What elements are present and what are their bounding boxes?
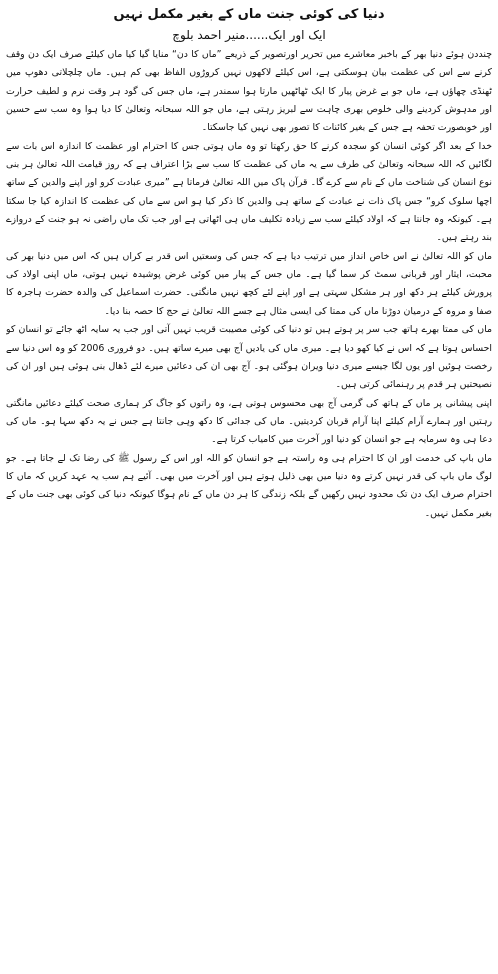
article-paragraph: چنددن ہوئے دنیا بھر کے باخبر معاشرے میں تحریر اورتصویر کے ذریعے ”ماں کا دن“ منایا گیا کیا ماں کیلئے صرف ایک دن وقف کرنے سے اس کی عظمت بیان ہوسکتی ہے، اس کیلئے لاکھوں نہیں کروڑوں الفاظ بھی کم ہیں۔ ماں چلچلاتی دھوپ میں ٹھنڈی چھاؤں ہے، ماں جو بے غرض پیار کا ایک ٹھاٹھیں مارتا ہوا سمندر ہے، ماں جس کی گود ہر وقت نرم و لطیف حرارت اور مدہوش کردینے والی خلوص بھری چاہت سے لبریز رہتی ہے، ماں جو اللہ سبحانہ وتعالیٰ کا دیا ہوا وہ سب سے حسین اور خوبصورت تحفہ ہے جس کے بغیر کائنات کا تصور بھی نہیں کیا جاسکتا۔ (6, 49, 492, 134)
article-paragraph: ماں کو اللہ تعالیٰ نے اس خاص انداز میں ترتیب دیا ہے کہ جس کی وسعتیں اس قدر بے کراں ہیں کہ اس میں دنیا بھر کی محبت، ایثار اور قربانی سمٹ کر سما گیا ہے۔ ماں جس کے پیار میں کوئی غرض پوشیدہ نہیں ہوتی، ماں اپنی اولاد کی پرورش کیلئے ہر دکھ اور ہر مشکل سہتی ہے اور اپنے لئے کچھ نہیں مانگتی۔ حضرت اسماعیل کی والدہ حضرت ہاجرہ کا صفا و مروہ کے درمیان دوڑنا ماں کی ممتا کی ایسی مثال ہے جسے اللہ تعالیٰ نے حج کا حصہ بنا دیا۔ (6, 250, 492, 317)
article-body (6, 46, 492, 972)
article-byline: ایک اور ایک......منیر احمد بلوچ (172, 28, 326, 42)
article-paragraph: ماں کی ممتا بھرے ہاتھ جب سر پر ہوتے ہیں تو دنیا کی کوئی مصیبت قریب نہیں آتی اور جب یہ سایہ اٹھ جائے تو انسان کو احساس ہوتا ہے کہ اس نے کیا کھو دیا ہے۔ میری ماں کی یادیں آج بھی میرے ساتھ ہیں۔ دو فروری 2006 کو وہ اس دنیا سے رخصت ہوئیں اور یوں لگا جیسے میری دنیا ویران ہوگئی ہو۔ آج بھی ان کی دعائیں میرے لئے ڈھال بنی ہوئی ہیں اور ان کی نصیحتیں ہر قدم پر رہنمائی کرتی ہیں۔ (6, 324, 492, 391)
article-headline: دنیا کی کوئی جنت ماں کے بغیر مکمل نہیں (113, 7, 385, 22)
article-paragraph: خدا کے بعد اگر کوئی انسان کو سجدہ کرنے کا حق رکھتا تو وہ ماں ہوتی جس کا احترام اور عظمت کا اندازہ اس بات سے لگائیں کہ اللہ سبحانہ وتعالیٰ کی طرف سے یہ ماں کی عظمت کا سب سے بڑا اعتراف ہے کہ روز قیامت اللہ تعالیٰ ہر بنی نوع انسان کی شناخت ماں کے نام سے کرے گا۔ قرآن پاک میں اللہ تعالیٰ فرماتا ہے ”میری عبادت کرو اور اپنے والدین کے ساتھ اچھا سلوک کرو“ جس پاک ذات نے عبادت کے ساتھ ہی والدین کا ذکر کیا ہو اس سے ماں کی عظمت کا اندازہ کیا جا سکتا ہے۔ کیونکہ وہ جانتا ہے کہ اولاد کیلئے سب سے زیادہ تکلیف ماں ہی اٹھاتی ہے اور جب تک ماں راضی نہ ہو جنت کے دروازے بند رہتے ہیں۔ (6, 140, 492, 244)
article-paragraph: ماں باپ کی خدمت اور ان کا احترام ہی وہ راستہ ہے جو انسان کو اللہ اور اس کے رسول ﷺ کی رضا تک لے جاتا ہے۔ جو لوگ ماں باپ کی قدر نہیں کرتے وہ دنیا میں بھی ذلیل ہوتے ہیں اور آخرت میں بھی۔ آئیے ہم سب یہ عہد کریں کہ ماں کا احترام صرف ایک دن تک محدود نہیں رکھیں گے بلکہ زندگی کا ہر دن ماں کے نام ہوگا کیونکہ دنیا کی کوئی بھی جنت ماں کے بغیر مکمل نہیں۔ (6, 452, 492, 519)
article-paragraph: اپنی پیشانی پر ماں کے ہاتھ کی گرمی آج بھی محسوس ہوتی ہے، وہ راتوں کو جاگ کر ہماری صحت کیلئے دعائیں مانگتی رہتیں اور ہمارے آرام کیلئے اپنا آرام قربان کردیتیں۔ ماں کی جدائی کا دکھ وہی جانتا ہے جس نے یہ دکھ سہا ہو۔ ماں کی دعا ہی وہ سرمایہ ہے جو انسان کو دنیا اور آخرت میں کامیاب کرتا ہے۔ (6, 397, 492, 446)
